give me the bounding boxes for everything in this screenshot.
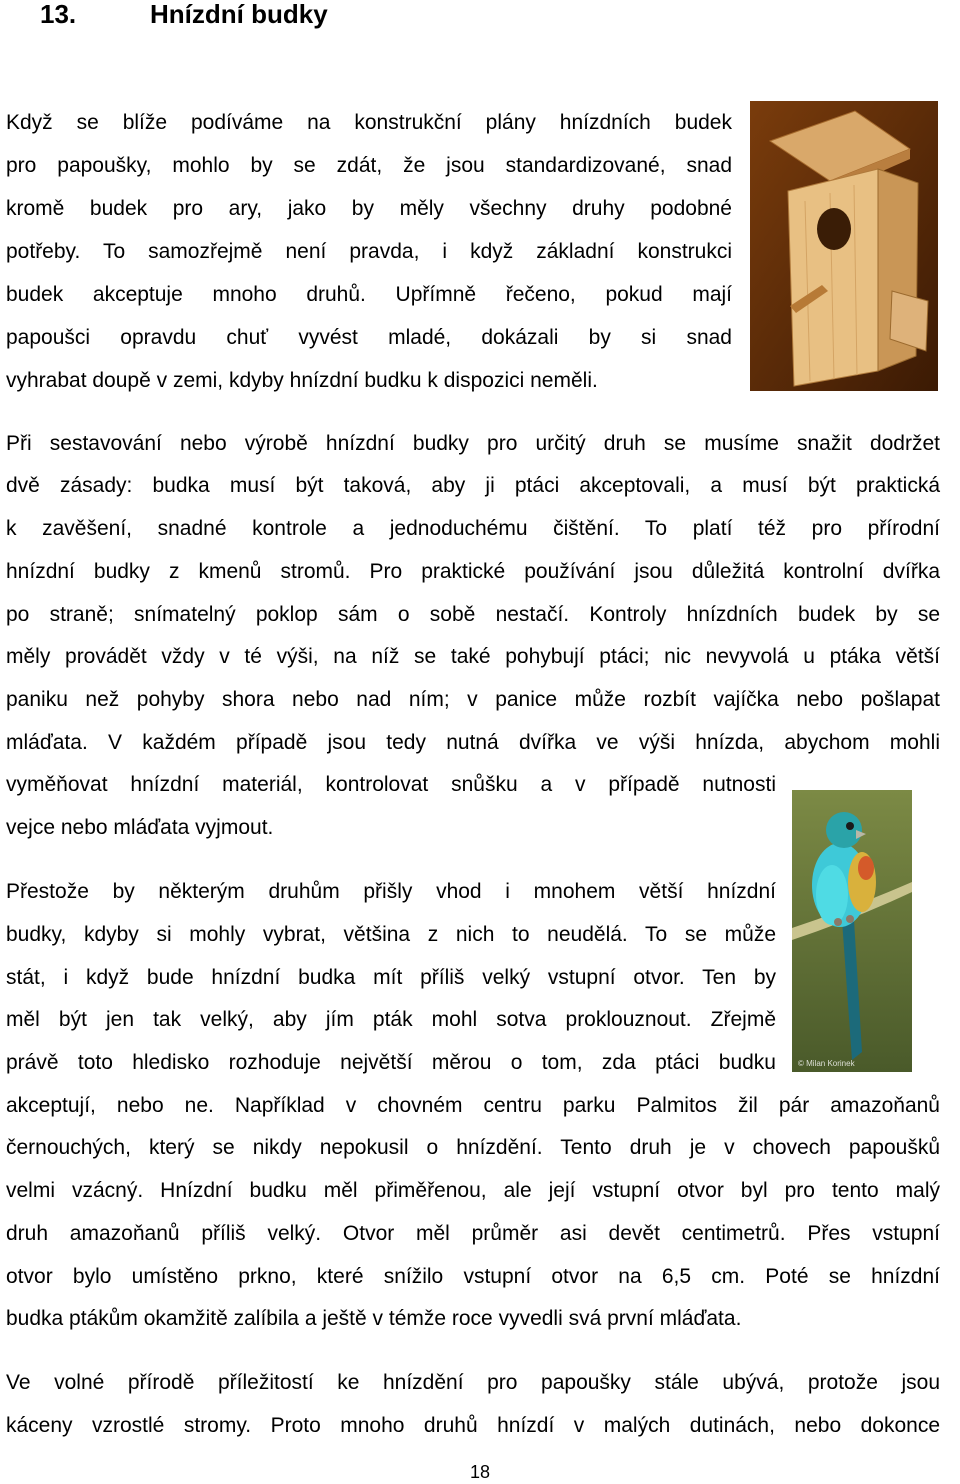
text-line: paniku než pohyby shora nebo nad ním; v panice může rozbít vajíčka nebo pošlapat [6, 688, 940, 711]
text-line: měl být jen tak velký, aby jím pták mohl sotva proklouznout. Zřejmě [6, 1008, 776, 1031]
text-line: vejce nebo mláďata vyjmout. [6, 816, 274, 839]
text-line: dvě zásady: budka musí být taková, aby ji ptáci akceptovali, a musí být praktická [6, 474, 940, 497]
text-line: budek akceptuje mnoho druhů. Upřímně řečeno, pokud mají [6, 283, 732, 306]
text-line: Při sestavování nebo výrobě hnízdní budky pro určitý druh se musíme snažit dodržet [6, 432, 940, 455]
chapter-title: Hnízdní budky [150, 0, 328, 29]
text-line: akceptují, nebo ne. Například v chovném centru parku Palmitos žil pár amazoňanů [6, 1094, 940, 1117]
text-line: káceny vzrostlé stromy. Proto mnoho druhů hnízdí v malých dutinách, nebo dokonce [6, 1414, 940, 1437]
text-line: budky, kdyby si mohly vybrat, většina z nich to neudělá. To se může [6, 923, 776, 946]
text-line: pro papoušky, mohlo by se zdát, že jsou standardizované, snad [6, 154, 732, 177]
text-line: budka ptákům okamžitě zalíbila a ještě v témže roce vyvedli svá první mláďata. [6, 1307, 742, 1330]
text-line: vyměňovat hnízdní materiál, kontrolovat snůšku a v případě nutnosti [6, 773, 776, 796]
text-line: potřeby. To samozřejmě není pravda, i když základní konstrukci [6, 240, 732, 263]
text-line: měly provádět vždy v té výši, na níž se také pohybují ptáci; nic nevyvolá u ptáka větší [6, 645, 940, 668]
birdhouse-photo [750, 101, 938, 391]
text-line: Přestože by některým druhům přišly vhod i mnohem větší hnízdní [6, 880, 776, 903]
text-line: vyhrabat doupě v zemi, kdyby hnízdní budku k dispozici neměli. [6, 369, 598, 392]
text-line: právě toto hledisko rozhoduje největší měrou o tom, zda ptáci budku [6, 1051, 776, 1074]
text-line: hnízdní budky z kmenů stromů. Pro praktické používání jsou důležitá kontrolní dvířka [6, 560, 940, 583]
chapter-number: 13. [40, 0, 77, 29]
chapter-heading [40, 0, 328, 30]
text-line: papoušci opravdu chuť vyvést mladé, dokázali by si snad [6, 326, 732, 349]
parrot-illustration [792, 790, 912, 1072]
page-number: 18 [469, 1462, 491, 1482]
text-line: otvor bylo umístěno prkno, které snížilo vstupní otvor na 6,5 cm. Poté se hnízdní [6, 1265, 940, 1288]
text-line: k zavěšení, snadné kontrole a jednoduchému čištění. To platí též pro přírodní [6, 517, 940, 540]
text-line: velmi vzácný. Hnízdní budku měl přiměřenou, ale její vstupní otvor byl pro tento malý [6, 1179, 940, 1202]
text-line: stát, i když bude hnízdní budka mít příliš velký vstupní otvor. Ten by [6, 966, 776, 989]
text-line: mláďata. V každém případě jsou tedy nutná dvířka ve výši hnízda, abychom mohli [6, 731, 940, 754]
text-line: černouchých, který se nikdy nepokusil o hnízdění. Tento druh je v chovech papoušků [6, 1136, 940, 1159]
text-line: Ve volné přírodě příležitostí ke hnízdění pro papoušky stále ubývá, protože jsou [6, 1371, 940, 1394]
text-line: po straně; snímatelný poklop sám o sobě nestačí. Kontroly hnízdních budek by se [6, 603, 940, 626]
parrot-photo [792, 790, 912, 1072]
text-line: druh amazoňanů příliš velký. Otvor měl průměr asi devět centimetrů. Přes vstupní [6, 1222, 940, 1245]
birdhouse-illustration [750, 101, 938, 391]
text-line: Když se blíže podíváme na konstrukční plány hnízdních budek [6, 111, 732, 134]
text-line: kromě budek pro ary, jako by měly všechny druhy podobné [6, 197, 732, 220]
parrot-watermark: © Milan Korinek [798, 1059, 855, 1068]
